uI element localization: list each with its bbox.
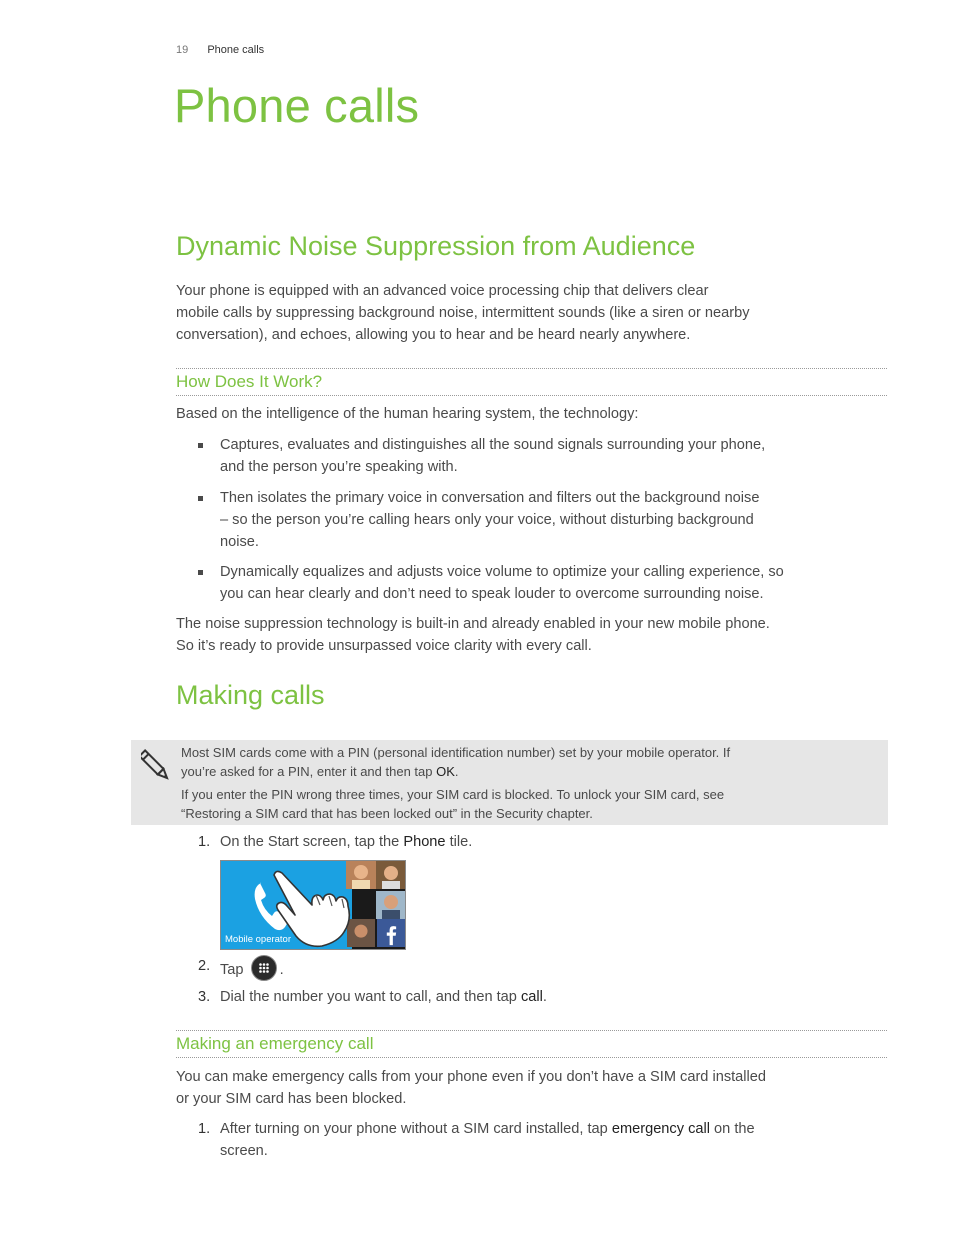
contact-photo-icon [376,891,406,919]
running-header [176,44,264,56]
text-line: Your phone is equipped with an advanced voice processing chip that delivers clear [176,283,709,299]
text-line: conversation), and echoes, allowing you to hear and be heard nearly anywhere. [176,327,691,343]
running-header-title: Phone calls [207,44,265,56]
text-line: you can hear clearly and don’t need to speak louder to overcome surrounding noise. [220,586,764,602]
section-heading-making-calls: Making calls [176,680,325,710]
step-text: Dial the number you want to call, and then tap [220,989,521,1005]
phone-tile-screenshot [220,860,406,950]
text-line: . [454,764,459,779]
app-list-button [251,955,277,981]
lead-paragraph: Based on the intelligence of the human hearing system, the technology: [176,406,639,422]
note-paragraph-pin [181,743,871,781]
closing-paragraph [176,613,888,657]
subheading-emergency-call: Making an emergency call [176,1034,374,1053]
tapping-hand-icon [266,863,376,949]
text-line: Most SIM cards come with a PIN (personal identification number) set by your mobile operator. If [181,745,731,760]
step-text: On the Start screen, tap the [220,834,404,850]
tile-label: Mobile operator [225,934,292,945]
step-text: . [542,989,547,1005]
text-line: Then isolates the primary voice in conversation and filters out the background noise [220,490,760,506]
subheading-how-it-works: How Does It Work? [176,372,323,391]
pencil-note-icon [141,746,169,786]
chapter-title: Phone calls [174,79,420,132]
ui-term-call: call [520,989,543,1005]
ui-term-ok: OK [436,764,455,779]
text-line: mobile calls by suppressing background noise, intermittent sounds (like a siren or nearby [176,305,750,321]
intro-paragraph [176,280,888,346]
text-line: Dynamically equalizes and adjusts voice volume to optimize your calling experience, so [220,564,784,580]
step-number: 3. [198,989,211,1005]
step-text: tile. [445,834,473,850]
text-line: noise. [220,534,259,550]
text-line: You can make emergency calls from your phone even if you don’t have a SIM card installed [176,1069,767,1085]
ui-term-phone: Phone [403,834,446,850]
text-line: The noise suppression technology is built-in and already enabled in your new mobile phone. [176,616,770,632]
bullet-square-icon [198,496,203,501]
step-text: screen. [220,1143,268,1159]
text-line: you’re asked for a PIN, enter it and then tap [181,764,437,779]
dotted-rule [176,1030,887,1031]
step-text: on the [709,1121,755,1137]
bullet-square-icon [198,443,203,448]
facebook-icon [376,919,406,947]
text-line: “Restoring a SIM card that has been locked out” in the Security chapter. [181,806,593,821]
page-number: 19 [176,44,189,56]
note-box [131,740,888,825]
text-line: Captures, evaluates and distinguishes all the sound signals surrounding your phone, [220,437,766,453]
step-number: 1. [198,1121,211,1137]
ui-term-emergency-call: emergency call [611,1121,710,1137]
step-number: 2. [198,958,211,974]
note-paragraph-blocked [181,785,871,823]
step-text: . [279,962,284,978]
section-heading-noise-suppression: Dynamic Noise Suppression from Audience [176,231,696,261]
dotted-rule [176,368,887,369]
dotted-rule [176,1057,887,1058]
text-line: So it’s ready to provide unsurpassed voice clarity with every call. [176,638,592,654]
contact-photo-icon [376,861,406,889]
dialpad-grid-icon [252,956,276,980]
step-text: Tap [220,962,248,978]
step-text: After turning on your phone without a SIM card installed, tap [220,1121,612,1137]
text-line: and the person you’re speaking with. [220,459,458,475]
text-line: – so the person you’re calling hears only your voice, without disturbing background [220,512,754,528]
dotted-rule [176,395,887,396]
emergency-paragraph [176,1066,888,1110]
step-number: 1. [198,834,211,850]
text-line: If you enter the PIN wrong three times, your SIM card is blocked. To unlock your SIM card, see [181,787,725,802]
text-line: or your SIM card has been blocked. [176,1091,407,1107]
bullet-square-icon [198,570,203,575]
